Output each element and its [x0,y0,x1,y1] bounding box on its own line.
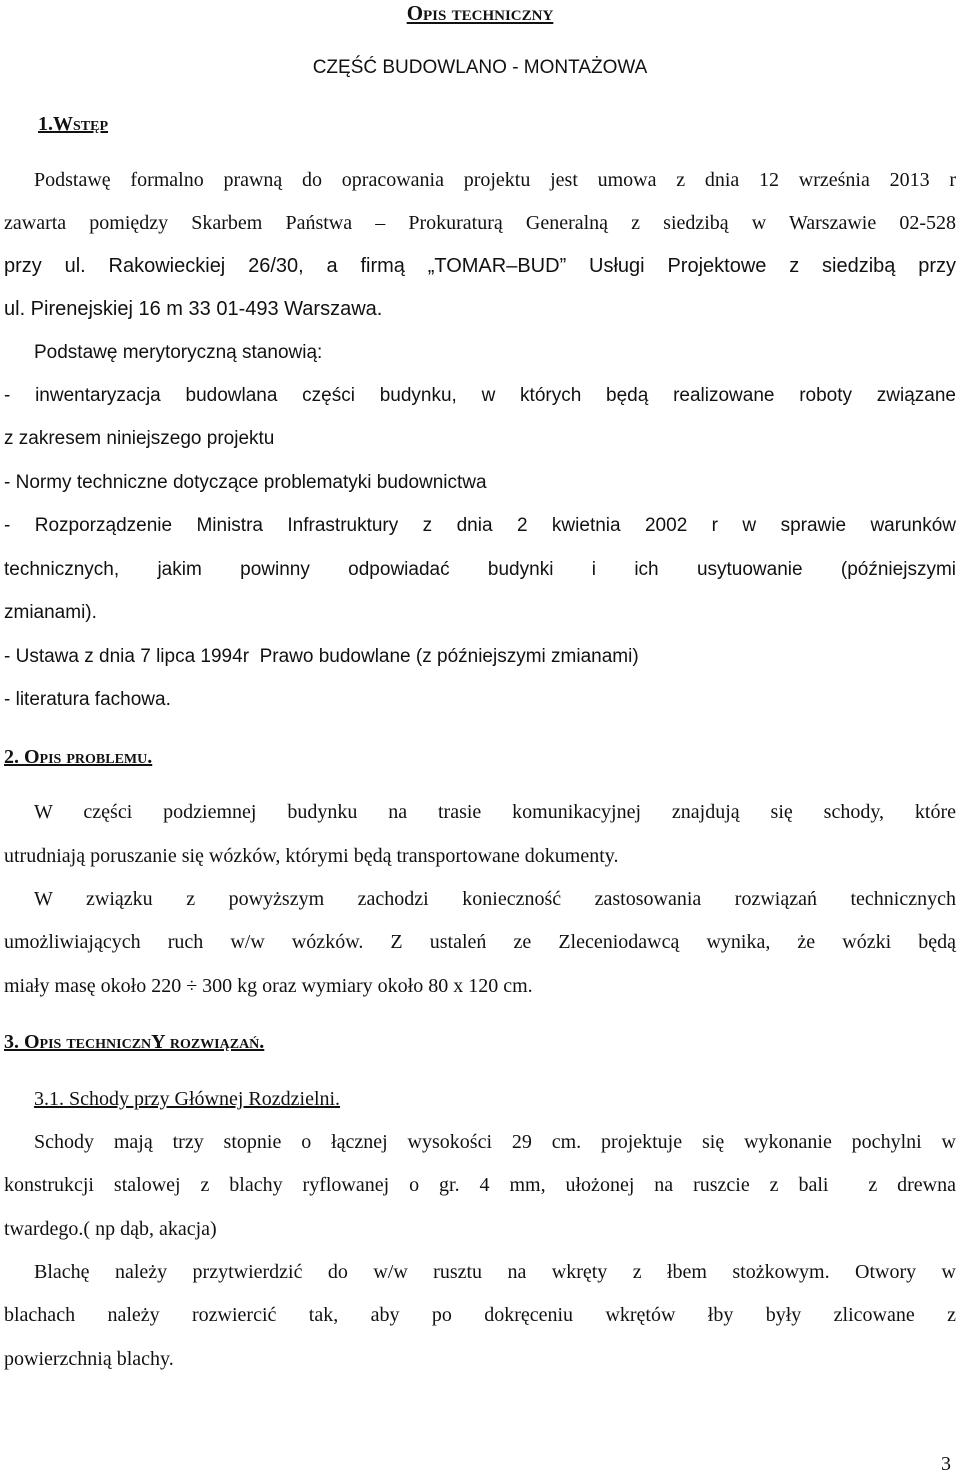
paragraph-line: utrudniają poruszanie się wózków, którymi będą transportowane dokumenty. [4,845,619,867]
section-3-heading: 3. Opis technicznY rozwiązań. [4,1031,265,1053]
paragraph-line: twardego.( np dąb, akacja) [4,1218,217,1240]
list-item: - literatura fachowa. [4,689,171,710]
paragraph-line: Podstawę merytoryczną stanowią: [34,342,323,363]
paragraph-line: W związku z powyższym zachodzi konieczność zastosowania rozwiązań technicznych [34,888,956,910]
paragraph-line: przy ul. Rakowieckiej 26/30, a firmą „TOMAR–BUD” Usługi Projektowe z siedzibą przy [4,255,956,277]
paragraph-line: blachach należy rozwiercić tak, aby po dokręceniu wkrętów łby były zlicowane z [4,1304,956,1326]
list-item: - Ustawa z dnia 7 lipca 1994r Prawo budowlane (z późniejszymi zmianami) [4,646,639,667]
section-2-heading: 2. Opis problemu. [4,746,153,768]
list-item-continuation: zmianami). [4,602,97,623]
paragraph-line: ul. Pirenejskiej 16 m 33 01-493 Warszawa. [4,298,383,320]
section-1-heading: 1.Wstęp [38,113,109,135]
doc-title: Opis techniczny [406,1,554,25]
list-item-continuation: technicznych, jakim powinny odpowiadać budynki i ich usytuowanie (późniejszymi [4,559,956,580]
paragraph-line: Podstawę formalno prawną do opracowania projektu jest umowa z dnia 12 września 2013 r [34,169,956,191]
list-item: - Normy techniczne dotyczące problematyki budownictwa [4,472,487,493]
paragraph-line: miały masę około 220 ÷ 300 kg oraz wymiary około 80 x 120 cm. [4,975,533,997]
list-item: - Rozporządzenie Ministra Infrastruktury z dnia 2 kwietnia 2002 r w sprawie warunków [4,515,956,536]
subsection-3-1-heading: 3.1. Schody przy Głównej Rozdzielni. [34,1088,341,1110]
list-item: - inwentaryzacja budowlana części budynku, w których będą realizowane roboty związane [4,385,956,406]
paragraph-line: W części podziemnej budynku na trasie komunikacyjnej znajdują się schody, które [34,801,956,823]
paragraph-line: Schody mają trzy stopnie o łącznej wysokości 29 cm. projektuje się wykonanie pochylni w [34,1131,956,1153]
paragraph-line: konstrukcji stalowej z blachy ryflowanej o gr. 4 mm, ułożonej na ruszcie z bali z drewna [4,1174,956,1196]
doc-subtitle: CZĘŚĆ BUDOWLANO - MONTAŻOWA [312,57,648,78]
paragraph-line: powierzchnią blachy. [4,1348,174,1370]
paragraph-line: zawarta pomiędzy Skarbem Państwa – Prokuraturą Generalną z siedzibą w Warszawie 02-528 [4,212,956,234]
paragraph-line: umożliwiających ruch w/w wózków. Z ustaleń ze Zleceniodawcą wynika, że wózki będą [4,931,956,953]
paragraph-line: Blachę należy przytwierdzić do w/w rusztu na wkręty z łbem stożkowym. Otwory w [34,1261,956,1283]
list-item-continuation: z zakresem niniejszego projektu [4,428,275,449]
page-number: 3 [941,1453,951,1475]
